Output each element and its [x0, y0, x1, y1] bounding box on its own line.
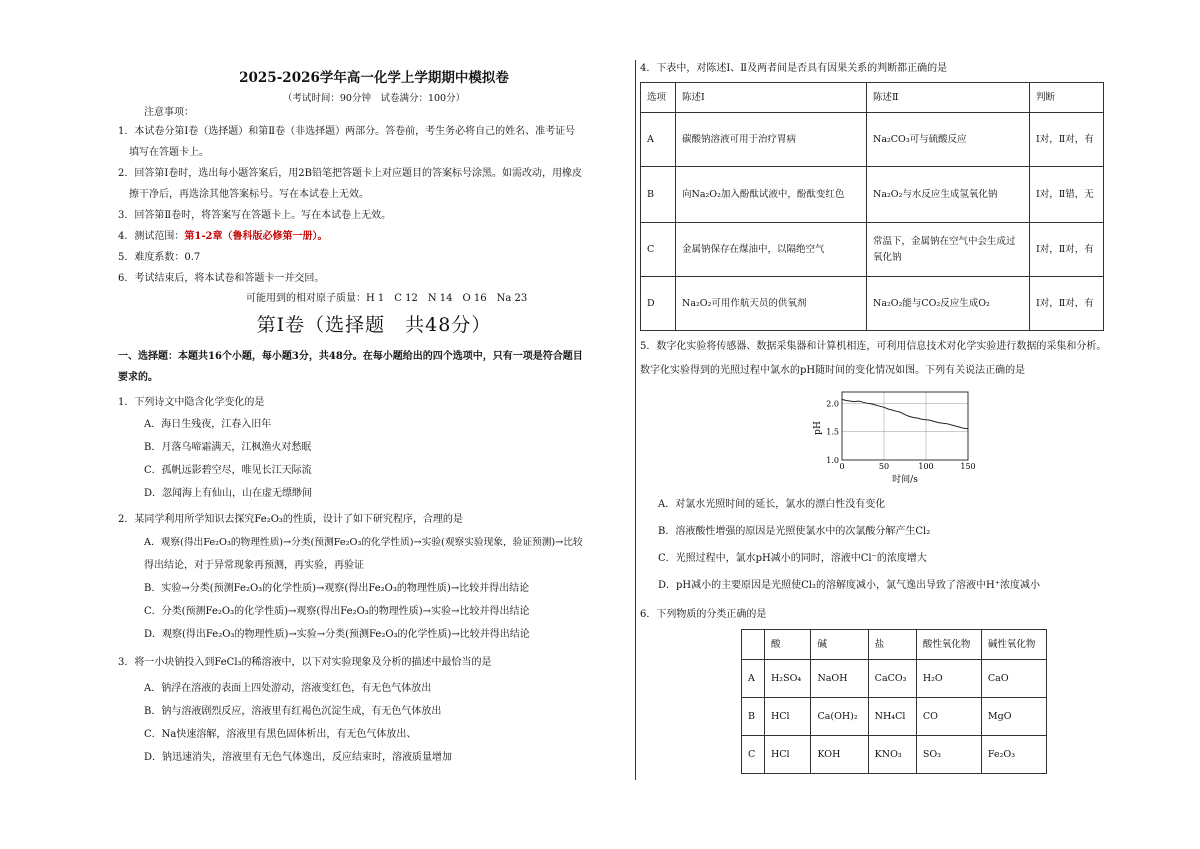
q2-stem-b: 的性质，设计了如下研究程序，合理的是 — [282, 514, 463, 525]
ph-chart — [810, 386, 976, 486]
ph-series-line — [842, 399, 968, 428]
q6-header-cell: 盐 — [868, 630, 916, 660]
table-row — [641, 167, 1104, 223]
q2-option-a: A．观察(得出Fe₂O₃的物理性质)→分类(预测Fe₂O₃的化学性质)→实验(观察实验现象，验证预测)→比较 — [144, 537, 583, 548]
q6-header-cell: 碱性氧化物 — [981, 630, 1046, 660]
notice-item-5: 5．难度系数：0.7 — [118, 252, 201, 263]
q6-cell: Ca(OH)₂ — [811, 698, 868, 736]
q5-option-d: D．pH减小的主要原因是光照使Cl₂的溶解度减小，氯气逸出导致了溶液中H⁺浓度减小 — [658, 580, 1040, 591]
q2-option-c: C．分类(预测Fe₂O₃的化学性质)→观察(得出Fe₂O₃的物理性质)→实验→比较并得出结论 — [144, 606, 530, 617]
q4-table-header — [641, 83, 1104, 113]
q6-cell: H₂O — [916, 660, 981, 698]
q1-option-c: C．孤帆远影碧空尽，唯见长江天际流 — [144, 465, 312, 476]
q4-cell: Ⅰ对，Ⅱ对，有 — [1030, 277, 1104, 331]
q3-option-c: C．Na快速溶解，溶液里有黑色固体析出，有无色气体放出、 — [144, 729, 417, 740]
table-row — [742, 698, 1047, 736]
x-tick-label: 50 — [878, 462, 890, 471]
q6-header-cell: 碱 — [811, 630, 868, 660]
q5-option-b: B．溶液酸性增强的原因是光照使氯水中的次氯酸分解产生Cl₂ — [658, 526, 931, 537]
q1-stem: 1．下列诗文中隐含化学变化的是 — [118, 397, 265, 408]
q4-header-cell: 选项 — [641, 83, 676, 113]
notice-item-2: 2．回答第Ⅰ卷时，选出每小题答案后，用2B铅笔把答题卡上对应题目的答案标号涂黑。如需改动，用橡皮 — [118, 168, 583, 179]
q6-header-cell — [742, 630, 765, 660]
q4-cell: Ⅰ对，Ⅱ对，有 — [1030, 113, 1104, 167]
q3-option-b: B．钠与溶液剧烈反应，溶液里有红褐色沉淀生成，有无色气体放出 — [144, 706, 442, 717]
q4-cell: Ⅰ对，Ⅱ对，有 — [1030, 223, 1104, 277]
x-axis-label: 时间/s — [892, 475, 918, 485]
x-tick-label: 100 — [918, 462, 934, 471]
q4-cell: 向Na₂O₂加入酚酞试液中，酚酞变红色 — [676, 167, 867, 223]
q1-option-b: B．月落乌啼霜满天，江枫渔火对愁眠 — [144, 442, 312, 453]
table-row — [742, 660, 1047, 698]
q4-cell: 常温下，金属钠在空气中会生成过氧化钠 — [867, 223, 1030, 277]
q4-header-cell: 陈述Ⅰ — [676, 83, 867, 113]
q6-cell: B — [742, 698, 765, 736]
q6-cell: KOH — [811, 736, 868, 774]
q4-cell: A — [641, 113, 676, 167]
section-intro-2: 要求的。 — [118, 372, 158, 383]
q3-formula: FeCl₃ — [214, 657, 242, 668]
q3-stem-a: 3．将一小块钠投入到 — [118, 657, 215, 668]
q3-stem-b: 的稀溶液中，以下对实验现象及分析的描述中最恰当的是 — [241, 657, 492, 668]
q6-cell: A — [742, 660, 765, 698]
scope-highlight: 第1-2章（鲁科版必修第一册）。 — [184, 231, 328, 242]
q2-stem — [118, 513, 463, 527]
q6-stem: 6．下列物质的分类正确的是 — [640, 609, 767, 620]
q6-cell: H₂SO₄ — [765, 660, 811, 698]
q4-header-cell: 陈述Ⅱ — [867, 83, 1030, 113]
q6-cell: SO₃ — [916, 736, 981, 774]
chart-grid — [842, 392, 968, 460]
q4-table — [640, 82, 1104, 331]
q6-cell: CO — [916, 698, 981, 736]
q4-cell: Na₂O₂与水反应生成氢氧化钠 — [867, 167, 1030, 223]
y-tick-label: 2.0 — [826, 399, 839, 409]
exam-title: 2025-2026学年高一化学上学期期中模拟卷 — [239, 70, 509, 86]
q3-option-a: A．钠浮在溶液的表面上四处游动，溶液变红色，有无色气体放出 — [144, 683, 432, 694]
q4-header-cell: 判断 — [1030, 83, 1104, 113]
q3-option-d: D．钠迅速消失，溶液里有无色气体逸出，反应结束时，溶液质量增加 — [144, 752, 453, 763]
notice-heading: 注意事项： — [144, 107, 194, 118]
q6-cell: MgO — [981, 698, 1046, 736]
notice-item-6: 6．考试结束后，将本试卷和答题卡一并交回。 — [118, 273, 325, 284]
table-row — [641, 277, 1104, 331]
q5-option-a: A．对氯水光照时间的延长，氯水的漂白性没有变化 — [658, 499, 886, 510]
q4-cell: C — [641, 223, 676, 277]
q4-cell: 碳酸钠溶液可用于治疗胃病 — [676, 113, 867, 167]
x-tick-label: 150 — [960, 462, 976, 471]
q6-cell: HCl — [765, 736, 811, 774]
q2-stem-a: 2．某同学利用所学知识去探究 — [118, 514, 255, 525]
q5-option-c: C．光照过程中，氯水pH减小的同时，溶液中Cl⁻的浓度增大 — [658, 553, 927, 564]
q6-cell: CaO — [981, 660, 1046, 698]
notice-item-3: 3．回答第Ⅱ卷时，将答案写在答题卡上。写在本试卷上无效。 — [118, 210, 392, 221]
q1-option-d: D．忽闻海上有仙山，山在虚无缥缈间 — [144, 488, 313, 499]
table-row — [641, 113, 1104, 167]
table-row — [742, 736, 1047, 774]
q6-cell: HCl — [765, 698, 811, 736]
q6-header-cell: 酸 — [765, 630, 811, 660]
q6-cell: NH₄Cl — [868, 698, 916, 736]
q3-stem — [118, 656, 492, 670]
q2-formula: Fe₂O₃ — [254, 514, 283, 525]
q4-cell: B — [641, 167, 676, 223]
q6-cell: CaCO₃ — [868, 660, 916, 698]
plot-frame — [842, 392, 968, 460]
q6-table — [741, 629, 1047, 774]
column-divider — [635, 60, 636, 780]
q6-cell: Fe₂O₃ — [981, 736, 1046, 774]
q6-cell: NaOH — [811, 660, 868, 698]
notice-item-1b: 填写在答题卡上。 — [129, 147, 209, 158]
y-tick-label: 1.5 — [826, 427, 839, 437]
q6-cell: C — [742, 736, 765, 774]
q6-cell: KNO₃ — [868, 736, 916, 774]
q1-option-a: A．海日生残夜，江春入旧年 — [144, 419, 272, 430]
q4-cell: Na₂CO₃可与硫酸反应 — [867, 113, 1030, 167]
q4-cell: D — [641, 277, 676, 331]
notice-item-2b: 擦干净后，再选涂其他答案标号。写在本试卷上无效。 — [129, 189, 369, 200]
q2-option-d: D．观察(得出Fe₂O₃的物理性质)→实验→分类(预测Fe₂O₃的化学性质)→比较并得出结论 — [144, 629, 530, 640]
part1-title: 第Ⅰ卷（选择题 共48分） — [256, 314, 492, 336]
q4-cell: Na₂O₂能与CO₂反应生成O₂ — [867, 277, 1030, 331]
notice-item-4 — [118, 230, 327, 244]
q2-option-b: B．实验→分类(预测Fe₂O₃的化学性质)→观察(得出Fe₂O₃的物理性质)→比较并得出结论 — [144, 583, 530, 594]
atomic-mass: 可能用到的相对原子质量：H 1 C 12 N 14 O 16 Na 23 — [246, 293, 528, 304]
notice-item-1: 1．本试卷分第Ⅰ卷（选择题）和第Ⅱ卷（非选择题）两部分。答卷前，考生务必将自己的姓名、准考证号 — [118, 126, 576, 137]
section-intro-1: 一、选择题：本题共16个小题，每小题3分，共48分。在每小题给出的四个选项中，只有一项是符合题目 — [118, 351, 583, 362]
q6-table-header — [742, 630, 1047, 660]
notice-item-4-label: 4．测试范围： — [118, 231, 185, 242]
exam-subtitle: （考试时间：90分钟 试卷满分：100分） — [282, 93, 466, 104]
table-row — [641, 223, 1104, 277]
q4-cell: Ⅰ对，Ⅱ错，无 — [1030, 167, 1104, 223]
q2-option-a-cont: 得出结论，对于异常现象再预测，再实验，再验证 — [144, 560, 364, 571]
q6-header-cell: 酸性氧化物 — [916, 630, 981, 660]
y-tick-label: 1.0 — [826, 456, 839, 465]
q4-cell: Na₂O₂可用作航天员的供氧剂 — [676, 277, 867, 331]
x-tick-label: 0 — [839, 462, 845, 471]
q5-stem-1: 5．数字化实验将传感器、数据采集器和计算机相连，可利用信息技术对化学实验进行数据的采集和分析。 — [640, 341, 1107, 352]
y-axis-label: pH — [813, 421, 823, 435]
q4-stem: 4．下表中，对陈述Ⅰ、Ⅱ及两者间是否具有因果关系的判断都正确的是 — [640, 63, 948, 74]
q4-cell: 金属钠保存在煤油中，以隔绝空气 — [676, 223, 867, 277]
q5-stem-2: 数字化实验得到的光照过程中氯水的pH随时间的变化情况如图。下列有关说法正确的是 — [640, 365, 1026, 376]
